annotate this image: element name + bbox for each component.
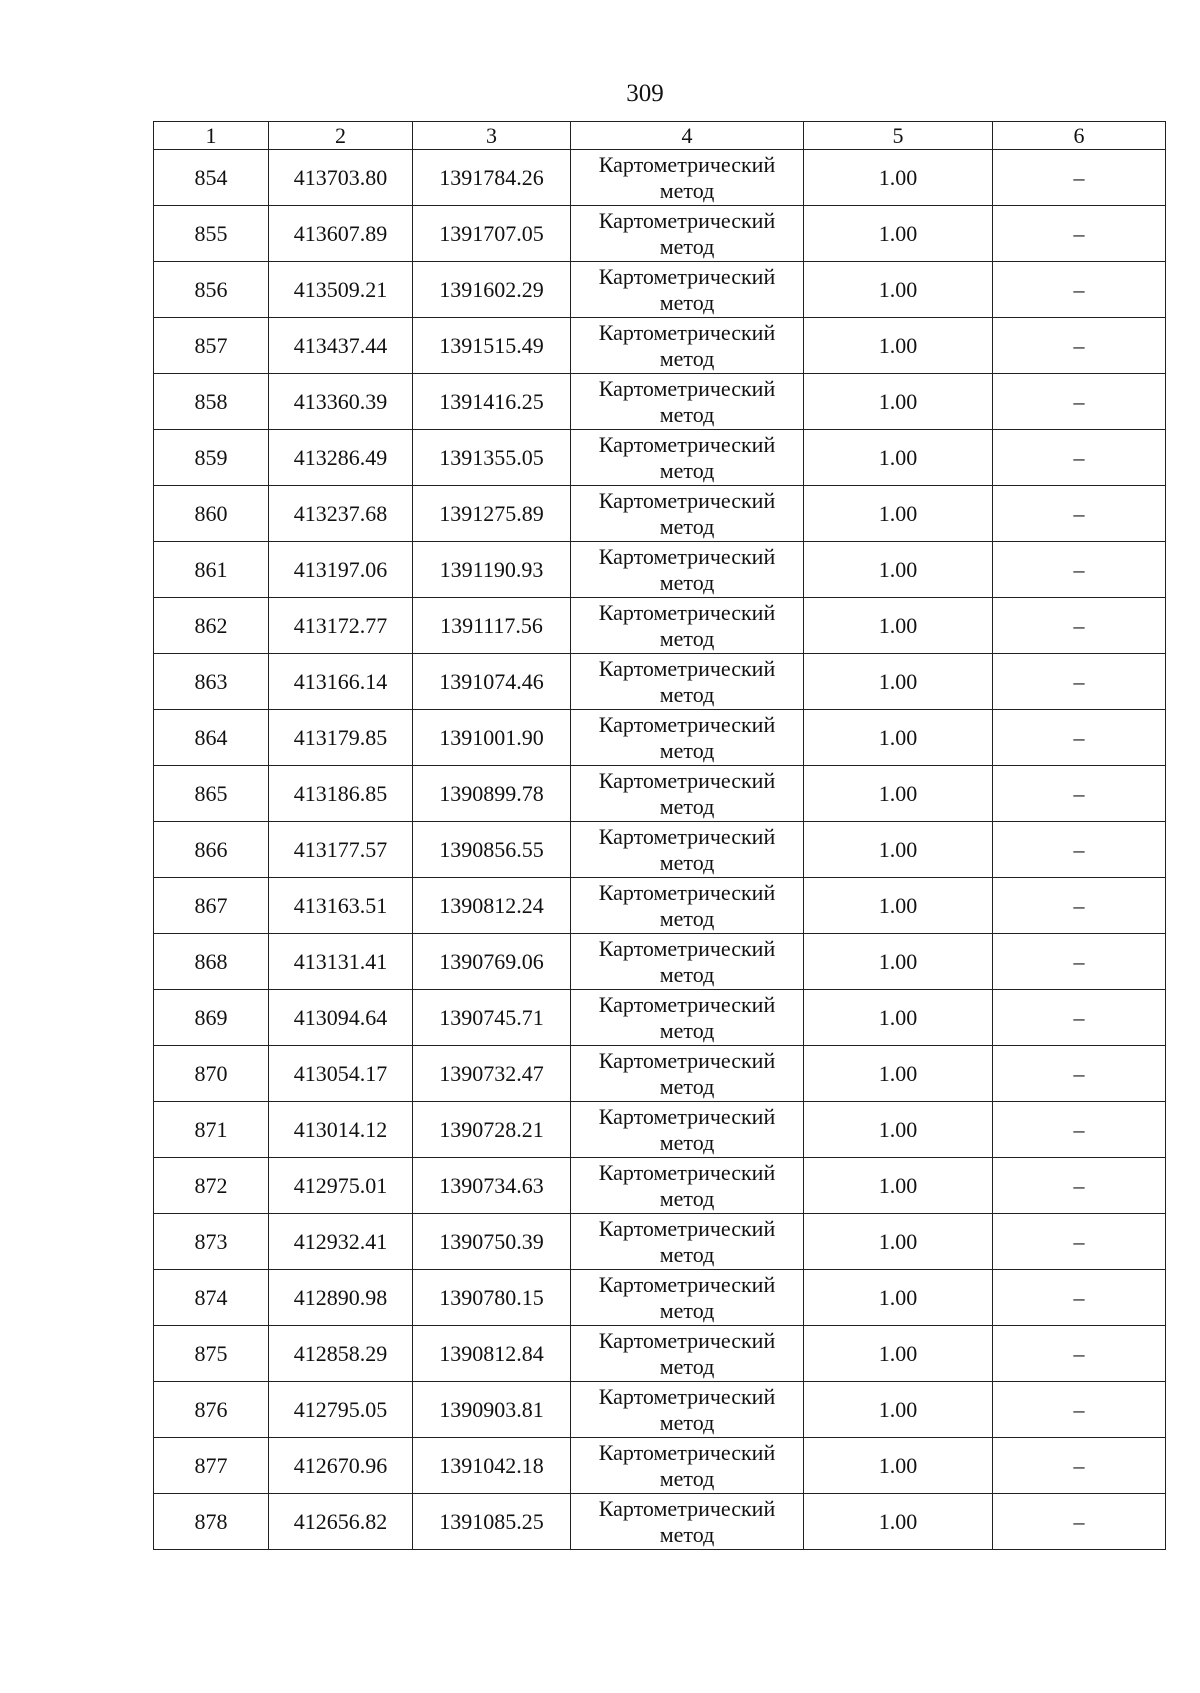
description-cell: –: [993, 598, 1166, 654]
table-row: [154, 1102, 1166, 1158]
point-number-cell: 863: [154, 654, 269, 710]
y-coordinate-cell: 1390745.71: [413, 990, 571, 1046]
description-cell: –: [993, 1270, 1166, 1326]
description-cell: –: [993, 1102, 1166, 1158]
point-number-cell: 878: [154, 1494, 269, 1550]
method-cell: [571, 1214, 804, 1270]
description-cell: –: [993, 1046, 1166, 1102]
method-line-2: метод: [659, 233, 715, 259]
accuracy-cell: 1.00: [804, 486, 993, 542]
accuracy-cell: 1.00: [804, 1214, 993, 1270]
point-number-cell: 870: [154, 1046, 269, 1102]
method-line-1: Картометрический: [598, 1439, 776, 1465]
x-coordinate-cell: 413172.77: [269, 598, 413, 654]
method-line-1: Картометрический: [598, 767, 776, 793]
description-cell: –: [993, 878, 1166, 934]
method-line-2: метод: [659, 1073, 715, 1099]
table-row: [154, 654, 1166, 710]
accuracy-cell: 1.00: [804, 654, 993, 710]
table-row: [154, 878, 1166, 934]
accuracy-cell: 1.00: [804, 934, 993, 990]
description-cell: –: [993, 766, 1166, 822]
y-coordinate-cell: 1391416.25: [413, 374, 571, 430]
table-row: [154, 766, 1166, 822]
point-number-cell: 871: [154, 1102, 269, 1158]
point-number-cell: 876: [154, 1382, 269, 1438]
accuracy-cell: 1.00: [804, 206, 993, 262]
y-coordinate-cell: 1391784.26: [413, 150, 571, 206]
method-line-1: Картометрический: [598, 879, 776, 905]
accuracy-cell: 1.00: [804, 262, 993, 318]
method-cell: [571, 598, 804, 654]
method-cell: [571, 542, 804, 598]
description-cell: –: [993, 486, 1166, 542]
point-number-cell: 874: [154, 1270, 269, 1326]
method-line-2: метод: [659, 1017, 715, 1043]
method-cell: [571, 150, 804, 206]
table-row: [154, 150, 1166, 206]
table-row: [154, 1382, 1166, 1438]
method-cell: [571, 1326, 804, 1382]
accuracy-cell: 1.00: [804, 318, 993, 374]
method-line-1: Картометрический: [598, 263, 776, 289]
point-number-cell: 868: [154, 934, 269, 990]
description-cell: –: [993, 542, 1166, 598]
method-cell: [571, 990, 804, 1046]
accuracy-cell: 1.00: [804, 822, 993, 878]
accuracy-cell: 1.00: [804, 430, 993, 486]
x-coordinate-cell: 413054.17: [269, 1046, 413, 1102]
accuracy-cell: 1.00: [804, 1382, 993, 1438]
method-cell: [571, 934, 804, 990]
method-line-2: метод: [659, 1185, 715, 1211]
description-cell: –: [993, 822, 1166, 878]
method-line-2: метод: [659, 345, 715, 371]
method-line-2: метод: [659, 1521, 715, 1547]
point-number-cell: 873: [154, 1214, 269, 1270]
point-number-cell: 869: [154, 990, 269, 1046]
method-cell: [571, 710, 804, 766]
method-line-2: метод: [659, 513, 715, 539]
method-line-2: метод: [659, 737, 715, 763]
table-header: [154, 122, 1166, 150]
table-row: [154, 262, 1166, 318]
method-line-1: Картометрический: [598, 1215, 776, 1241]
method-cell: [571, 1102, 804, 1158]
y-coordinate-cell: 1390812.24: [413, 878, 571, 934]
x-coordinate-cell: 413437.44: [269, 318, 413, 374]
table-body: [154, 150, 1166, 1550]
x-coordinate-cell: 413509.21: [269, 262, 413, 318]
method-line-2: метод: [659, 1409, 715, 1435]
description-cell: –: [993, 1438, 1166, 1494]
description-cell: –: [993, 318, 1166, 374]
y-coordinate-cell: 1390899.78: [413, 766, 571, 822]
description-cell: –: [993, 934, 1166, 990]
x-coordinate-cell: 413166.14: [269, 654, 413, 710]
point-number-cell: 872: [154, 1158, 269, 1214]
method-line-1: Картометрический: [598, 655, 776, 681]
method-cell: [571, 822, 804, 878]
y-coordinate-cell: 1391190.93: [413, 542, 571, 598]
x-coordinate-cell: 413237.68: [269, 486, 413, 542]
x-coordinate-cell: 412858.29: [269, 1326, 413, 1382]
table-row: [154, 318, 1166, 374]
method-line-2: метод: [659, 569, 715, 595]
x-coordinate-cell: 413177.57: [269, 822, 413, 878]
x-coordinate-cell: 413163.51: [269, 878, 413, 934]
x-coordinate-cell: 412932.41: [269, 1214, 413, 1270]
method-line-2: метод: [659, 1297, 715, 1323]
y-coordinate-cell: 1391042.18: [413, 1438, 571, 1494]
method-line-1: Картометрический: [598, 711, 776, 737]
method-line-2: метод: [659, 177, 715, 203]
method-cell: [571, 318, 804, 374]
y-coordinate-cell: 1390732.47: [413, 1046, 571, 1102]
accuracy-cell: 1.00: [804, 542, 993, 598]
header-col-1: 1: [154, 122, 269, 150]
point-number-cell: 867: [154, 878, 269, 934]
x-coordinate-cell: 413186.85: [269, 766, 413, 822]
method-line-1: Картометрический: [598, 207, 776, 233]
accuracy-cell: 1.00: [804, 1102, 993, 1158]
accuracy-cell: 1.00: [804, 1270, 993, 1326]
table-row: [154, 1494, 1166, 1550]
method-line-2: метод: [659, 905, 715, 931]
description-cell: –: [993, 710, 1166, 766]
table-row: [154, 542, 1166, 598]
accuracy-cell: 1.00: [804, 766, 993, 822]
method-line-1: Картометрический: [598, 375, 776, 401]
method-line-1: Картометрический: [598, 991, 776, 1017]
method-line-2: метод: [659, 1353, 715, 1379]
point-number-cell: 854: [154, 150, 269, 206]
method-line-2: метод: [659, 401, 715, 427]
method-cell: [571, 766, 804, 822]
accuracy-cell: 1.00: [804, 150, 993, 206]
point-number-cell: 858: [154, 374, 269, 430]
y-coordinate-cell: 1391515.49: [413, 318, 571, 374]
method-line-1: Картометрический: [598, 1495, 776, 1521]
table-row: [154, 1046, 1166, 1102]
accuracy-cell: 1.00: [804, 1326, 993, 1382]
header-row: [154, 122, 1166, 150]
method-line-2: метод: [659, 625, 715, 651]
method-line-1: Картометрический: [598, 431, 776, 457]
method-line-2: метод: [659, 1241, 715, 1267]
x-coordinate-cell: 412890.98: [269, 1270, 413, 1326]
table-row: [154, 206, 1166, 262]
method-cell: [571, 1270, 804, 1326]
x-coordinate-cell: 412670.96: [269, 1438, 413, 1494]
x-coordinate-cell: 413179.85: [269, 710, 413, 766]
method-line-1: Картометрический: [598, 823, 776, 849]
description-cell: –: [993, 262, 1166, 318]
method-line-2: метод: [659, 1465, 715, 1491]
header-col-5: 5: [804, 122, 993, 150]
y-coordinate-cell: 1391085.25: [413, 1494, 571, 1550]
method-cell: [571, 1438, 804, 1494]
method-line-1: Картометрический: [598, 1103, 776, 1129]
x-coordinate-cell: 413014.12: [269, 1102, 413, 1158]
method-line-2: метод: [659, 457, 715, 483]
description-cell: –: [993, 1158, 1166, 1214]
y-coordinate-cell: 1390812.84: [413, 1326, 571, 1382]
y-coordinate-cell: 1390734.63: [413, 1158, 571, 1214]
accuracy-cell: 1.00: [804, 374, 993, 430]
method-line-2: метод: [659, 961, 715, 987]
page-number: 309: [626, 80, 664, 107]
accuracy-cell: 1.00: [804, 598, 993, 654]
y-coordinate-cell: 1390780.15: [413, 1270, 571, 1326]
y-coordinate-cell: 1391602.29: [413, 262, 571, 318]
accuracy-cell: 1.00: [804, 1158, 993, 1214]
x-coordinate-cell: 413286.49: [269, 430, 413, 486]
method-line-2: метод: [659, 849, 715, 875]
point-number-cell: 855: [154, 206, 269, 262]
description-cell: –: [993, 990, 1166, 1046]
description-cell: –: [993, 150, 1166, 206]
table-row: [154, 1214, 1166, 1270]
x-coordinate-cell: 413197.06: [269, 542, 413, 598]
table-row: [154, 598, 1166, 654]
method-line-1: Картометрический: [598, 1271, 776, 1297]
description-cell: –: [993, 1494, 1166, 1550]
point-number-cell: 865: [154, 766, 269, 822]
description-cell: –: [993, 430, 1166, 486]
accuracy-cell: 1.00: [804, 1494, 993, 1550]
point-number-cell: 864: [154, 710, 269, 766]
point-number-cell: 866: [154, 822, 269, 878]
method-line-2: метод: [659, 681, 715, 707]
table-row: [154, 1158, 1166, 1214]
method-cell: [571, 486, 804, 542]
method-line-1: Картометрический: [598, 1047, 776, 1073]
description-cell: –: [993, 206, 1166, 262]
table-row: [154, 1270, 1166, 1326]
method-cell: [571, 374, 804, 430]
method-line-1: Картометрический: [598, 935, 776, 961]
method-cell: [571, 430, 804, 486]
y-coordinate-cell: 1390750.39: [413, 1214, 571, 1270]
method-cell: [571, 1158, 804, 1214]
table-row: [154, 710, 1166, 766]
y-coordinate-cell: 1391074.46: [413, 654, 571, 710]
y-coordinate-cell: 1390769.06: [413, 934, 571, 990]
point-number-cell: 857: [154, 318, 269, 374]
header-col-3: 3: [413, 122, 571, 150]
y-coordinate-cell: 1391275.89: [413, 486, 571, 542]
table-row: [154, 1326, 1166, 1382]
accuracy-cell: 1.00: [804, 710, 993, 766]
y-coordinate-cell: 1390903.81: [413, 1382, 571, 1438]
y-coordinate-cell: 1391117.56: [413, 598, 571, 654]
method-line-2: метод: [659, 1129, 715, 1155]
x-coordinate-cell: 413607.89: [269, 206, 413, 262]
method-line-1: Картометрический: [598, 319, 776, 345]
method-line-1: Картометрический: [598, 1159, 776, 1185]
point-number-cell: 861: [154, 542, 269, 598]
point-number-cell: 877: [154, 1438, 269, 1494]
point-number-cell: 862: [154, 598, 269, 654]
y-coordinate-cell: 1390856.55: [413, 822, 571, 878]
description-cell: –: [993, 654, 1166, 710]
accuracy-cell: 1.00: [804, 1438, 993, 1494]
description-cell: –: [993, 1214, 1166, 1270]
method-line-2: метод: [659, 793, 715, 819]
x-coordinate-cell: 413131.41: [269, 934, 413, 990]
table-row: [154, 822, 1166, 878]
method-cell: [571, 206, 804, 262]
coordinates-table: [153, 121, 1166, 1550]
accuracy-cell: 1.00: [804, 878, 993, 934]
method-line-1: Картометрический: [598, 1327, 776, 1353]
x-coordinate-cell: 412656.82: [269, 1494, 413, 1550]
method-cell: [571, 262, 804, 318]
header-col-4: 4: [571, 122, 804, 150]
method-cell: [571, 878, 804, 934]
table-row: [154, 934, 1166, 990]
point-number-cell: 859: [154, 430, 269, 486]
header-col-2: 2: [269, 122, 413, 150]
table-row: [154, 430, 1166, 486]
method-cell: [571, 1046, 804, 1102]
x-coordinate-cell: 413703.80: [269, 150, 413, 206]
method-cell: [571, 1494, 804, 1550]
method-line-1: Картометрический: [598, 1383, 776, 1409]
accuracy-cell: 1.00: [804, 990, 993, 1046]
table-row: [154, 990, 1166, 1046]
method-cell: [571, 1382, 804, 1438]
table-row: [154, 374, 1166, 430]
x-coordinate-cell: 413094.64: [269, 990, 413, 1046]
description-cell: –: [993, 374, 1166, 430]
point-number-cell: 856: [154, 262, 269, 318]
method-line-2: метод: [659, 289, 715, 315]
table-row: [154, 486, 1166, 542]
y-coordinate-cell: 1391707.05: [413, 206, 571, 262]
method-line-1: Картометрический: [598, 151, 776, 177]
description-cell: –: [993, 1326, 1166, 1382]
y-coordinate-cell: 1390728.21: [413, 1102, 571, 1158]
x-coordinate-cell: 413360.39: [269, 374, 413, 430]
method-line-1: Картометрический: [598, 543, 776, 569]
y-coordinate-cell: 1391001.90: [413, 710, 571, 766]
description-cell: –: [993, 1382, 1166, 1438]
point-number-cell: 860: [154, 486, 269, 542]
method-line-1: Картометрический: [598, 599, 776, 625]
method-line-1: Картометрический: [598, 487, 776, 513]
table-row: [154, 1438, 1166, 1494]
x-coordinate-cell: 412795.05: [269, 1382, 413, 1438]
x-coordinate-cell: 412975.01: [269, 1158, 413, 1214]
accuracy-cell: 1.00: [804, 1046, 993, 1102]
header-col-6: 6: [993, 122, 1166, 150]
y-coordinate-cell: 1391355.05: [413, 430, 571, 486]
point-number-cell: 875: [154, 1326, 269, 1382]
method-cell: [571, 654, 804, 710]
